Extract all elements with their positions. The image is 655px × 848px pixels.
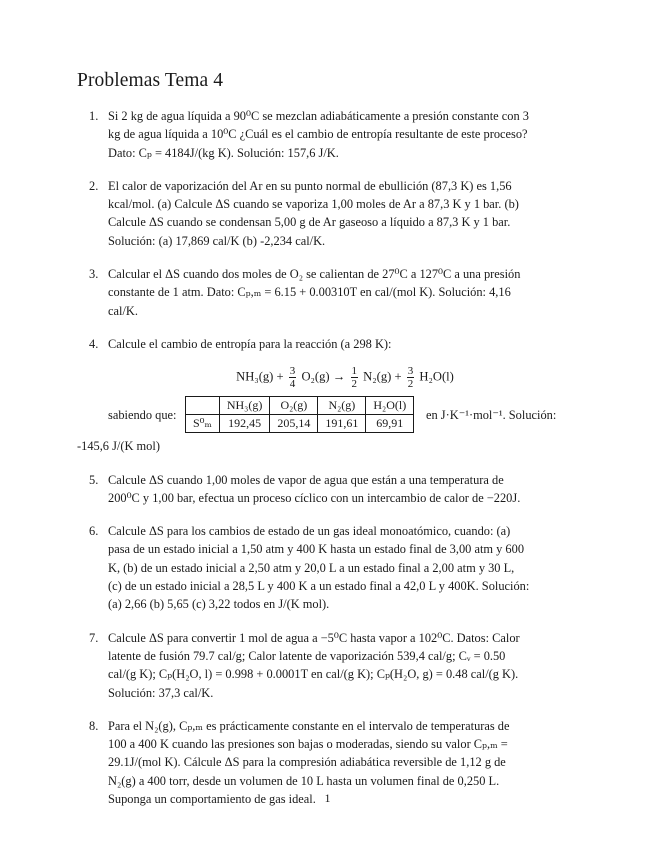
fraction-numerator: 3 (407, 365, 414, 378)
equation-term: O₂(g) → (301, 369, 346, 384)
table-header-cell: O₂(g) (270, 397, 318, 415)
problem-3 (77, 265, 582, 320)
problem-number: 2. (89, 178, 99, 193)
problem-text-line: El calor de vaporización del Ar en su punto normal de ebullición (87,3 K) es 1,56 (108, 178, 512, 193)
problem-number: 6. (89, 524, 99, 539)
problem-number: 1. (89, 109, 99, 123)
equation-term: N₂(g) + (363, 369, 402, 384)
table-corner-cell (186, 397, 220, 415)
problem-number: 4. (89, 336, 99, 351)
problem-number: 3. (89, 267, 99, 282)
page-title: Problemas Tema 4 (77, 70, 224, 91)
table-row-label: S⁰ₘ (186, 415, 220, 433)
problem-1 (77, 107, 582, 162)
problem-4 (77, 335, 582, 456)
equation-term: H₂O(l) (419, 369, 454, 384)
problem-text-line: cal/K. (108, 303, 138, 318)
equation-fraction (407, 365, 415, 390)
fraction-numerator: 1 (351, 365, 358, 378)
problem-7 (77, 629, 582, 702)
entropy-table-line (108, 396, 582, 437)
reaction-equation (108, 365, 582, 390)
problem-text-line: 200⁰C y 1,00 bar, efectua un proceso cíclico con un intercambio de calor de −220J. (108, 490, 521, 505)
problem-6 (77, 522, 582, 613)
problem-number: 7. (89, 630, 99, 645)
problem-text-line: (a) 2,66 (b) 5,65 (c) 3,22 todos en J/(K mol). (108, 597, 330, 612)
problem-text-line: K, (b) de un estado inicial a 2,50 atm y 20,0 L a un estado final a 2,00 atm y 30 L, (108, 560, 515, 575)
problem-text-line: kg de agua líquida a 10⁰C ¿Cuál es el cambio de entropía resultante de este proceso? (108, 127, 528, 142)
problem-text-line: Calcule ΔS cuando 1,00 moles de vapor de agua que están a una temperatura de (108, 472, 504, 487)
equation-fraction (289, 365, 297, 390)
problem-text-line: constante de 1 atm. Dato: Cₚ,ₘ = 6.15 + 0.00310T en cal/(mol K). Solución: 4,16 (108, 285, 511, 300)
fraction-denominator: 2 (351, 378, 358, 391)
table-header-cell: N₂(g) (318, 397, 366, 415)
problem-list (77, 107, 582, 823)
problem-number: 8. (89, 718, 99, 733)
problem-text-line: pasa de un estado inicial a 1,50 atm y 400 K hasta un estado final de 3,00 atm y 600 (108, 542, 525, 557)
problem-text-line: Calcular el ΔS cuando dos moles de O₂ se calientan de 27⁰C a 127⁰C a una presión (108, 267, 521, 282)
page-number: 1 (324, 791, 331, 805)
equation-fraction (351, 365, 359, 390)
equation-term: NH₃(g) + (236, 369, 284, 384)
problem-text-line: 29.1J/(mol K). Cálcule ΔS para la compresión adiabática reversible de 1,12 g de (108, 755, 506, 770)
fraction-denominator: 4 (289, 378, 296, 391)
problem-text-line: Suponga un comportamiento de gas ideal. (108, 792, 316, 807)
table-prefix: sabiendo que: (108, 408, 177, 423)
problem-text-line: latente de fusión 79.7 cal/g; Calor latente de vaporización 539,4 cal/g; Cᵥ = 0.50 (108, 648, 506, 663)
table-header-row (186, 397, 414, 415)
problem-text-line: Solución: (a) 17,869 cal/K (b) -2,234 cal/K. (108, 233, 326, 248)
problem-text-line: Si 2 kg de agua líquida a 90⁰C se mezclan adiabáticamente a presión constante con 3 (108, 109, 529, 123)
problem-text-line: Dato: Cₚ = 4184J/(kg K). Solución: 157,6 J/K. (108, 145, 339, 160)
fraction-denominator: 2 (407, 378, 414, 391)
table-row (186, 415, 414, 433)
problem-text-line: Calcule ΔS para convertir 1 mol de agua a −5⁰C hasta vapor a 102⁰C. Datos: Calor (108, 630, 520, 645)
table-cell: 192,45 (219, 415, 270, 433)
problem-number: 5. (89, 472, 99, 487)
problem-text-line: kcal/mol. (a) Calcule ΔS cuando se vaporiza 1,00 moles de Ar a 87,3 K y 1 bar. (b) (108, 197, 519, 212)
problem-text-line: N₂(g) a 400 torr, desde un volumen de 10 L hasta un volumen final de 0,250 L. (108, 773, 500, 788)
problem-text-line: Calcule ΔS para los cambios de estado de un gas ideal monoatómico, cuando: (a) (108, 524, 511, 539)
table-cell: 205,14 (270, 415, 318, 433)
problem-5 (77, 471, 582, 508)
table-header-cell: H₂O(l) (366, 397, 414, 415)
entropy-table (185, 396, 414, 433)
fraction-numerator: 3 (289, 365, 296, 378)
table-cell: 69,91 (366, 415, 414, 433)
problem-text-line: cal/(g K); Cₚ(H₂O, l) = 0.998 + 0.0001T en cal/(g K); Cₚ(H₂O, g) = 0.48 cal/(g K). (108, 667, 519, 682)
problem-2 (77, 177, 582, 250)
problem-solution-line: -145,6 J/(K mol) (77, 439, 160, 454)
problem-text-line: 100 a 400 K cuando las presiones son bajas o moderadas, siendo su valor Cₚ,ₘ = (108, 737, 508, 752)
table-header-cell: NH₃(g) (219, 397, 270, 415)
problem-text-line: (c) de un estado inicial a 28,5 L y 400 K a un estado final a 42,0 L y 400K. Solución: (108, 579, 530, 594)
problem-text-line: Calcule el cambio de entropía para la reacción (a 298 K): (108, 336, 392, 351)
problem-text-line: Para el N₂(g), Cₚ,ₘ es prácticamente constante en el intervalo de temperaturas de (108, 718, 510, 733)
problem-text-line: Calcule ΔS cuando se condensan 5,00 g de Ar gaseoso a líquido a 87,3 K y 1 bar. (108, 215, 511, 230)
table-cell: 191,61 (318, 415, 366, 433)
problem-text-line: Solución: 37,3 cal/K. (108, 685, 214, 700)
table-suffix: en J·K⁻¹·mol⁻¹. Solución: (426, 408, 557, 423)
